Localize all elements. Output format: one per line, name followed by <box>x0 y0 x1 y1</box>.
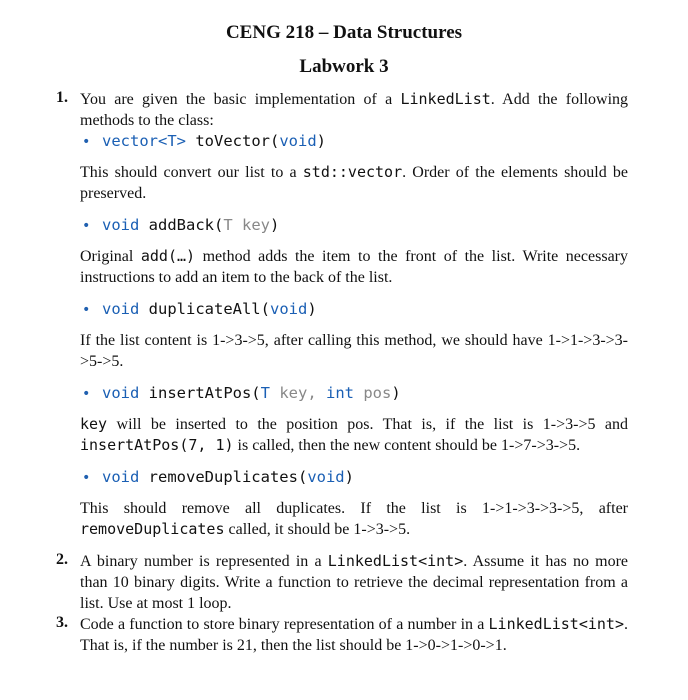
desc-text-b: called, it should be 1->3->5. <box>224 521 411 538</box>
method-end: ) <box>391 384 401 402</box>
method-description-removeduplicates <box>80 498 628 540</box>
bullet-icon: • <box>82 386 91 402</box>
arg-type-int: int <box>326 384 354 402</box>
key-code: key <box>80 415 108 433</box>
method-name: removeDuplicates( <box>139 468 308 486</box>
return-type: void <box>102 300 140 318</box>
method-end: ) <box>316 132 326 150</box>
linkedlist-int-code: LinkedList<int> <box>488 615 624 633</box>
method-name: duplicateAll( <box>139 300 270 318</box>
desc-text-a: Original <box>80 248 141 265</box>
method-description-tovector <box>80 162 628 204</box>
desc-text-b: method adds the item to the front of the list. Write necessary instructions to add an item to the back of the list. <box>80 248 628 286</box>
q2-text-b: . Assume it has no more than 10 binary digits. Write a function to retrieve the decimal representation from a list. Use at most 1 loop. <box>80 553 629 612</box>
question-2-number: 2. <box>56 551 68 568</box>
question-1-intro-text-a: You are given the basic implementation of a <box>80 91 393 108</box>
method-signature-duplicateall <box>82 299 317 321</box>
add-code: add(…) <box>140 247 196 265</box>
method-description-duplicateall: If the list content is 1->3->5, after calling this method, we should have 1->1->3->3->5->5. <box>80 332 628 370</box>
question-3-number: 3. <box>56 614 68 631</box>
desc-text-b: is called, then the new content should be 1->7->3->5. <box>233 437 581 454</box>
return-type: void <box>102 468 140 486</box>
q2-text-a: A binary number is represented in a <box>80 553 328 570</box>
method-name: addBack( <box>139 216 224 234</box>
method-description-addback <box>80 246 628 288</box>
desc-text-a: will be inserted to the position pos. That is, if the list is 1->3->5 and <box>107 416 628 433</box>
q3-text-b: . That is, if the number is 21, then the list should be 1->0->1->0->1. <box>80 616 628 654</box>
bullet-icon: • <box>82 302 91 318</box>
question-1-number: 1. <box>56 89 68 106</box>
method-args: void <box>307 468 345 486</box>
arg-key: key, <box>270 384 326 402</box>
method-signature-removeduplicates <box>82 467 354 489</box>
course-title: CENG 218 – Data Structures <box>225 22 463 43</box>
return-type: void <box>102 384 140 402</box>
removeduplicates-code: removeDuplicates <box>80 520 225 538</box>
lab-title: Labwork 3 <box>299 56 389 77</box>
method-name: toVector( <box>186 132 280 150</box>
method-signature-tovector <box>82 131 326 153</box>
question-2-text <box>80 551 628 614</box>
linkedlist-int-code: LinkedList<int> <box>327 552 464 570</box>
question-3-text <box>80 614 628 656</box>
question-1-intro <box>80 89 628 131</box>
question-1-intro-text-b: . Add the following methods to the class: <box>80 91 629 129</box>
method-name: insertAtPos( <box>139 384 261 402</box>
method-args: void <box>279 132 317 150</box>
method-end: ) <box>307 300 317 318</box>
arg-type-t: T <box>260 384 270 402</box>
bullet-icon: • <box>82 470 91 486</box>
insertatpos-call-code: insertAtPos(7, 1) <box>80 436 234 454</box>
method-args: void <box>269 300 308 318</box>
linkedlist-code: LinkedList <box>400 90 491 108</box>
q3-text-a: Code a function to store binary representation of a number in a <box>80 616 489 633</box>
method-end: ) <box>344 468 354 486</box>
return-type: vector<T> <box>102 132 186 150</box>
arg-pos: pos <box>354 384 392 402</box>
desc-text-b: . Order of the elements should be preserved. <box>80 164 629 202</box>
method-end: ) <box>270 216 280 234</box>
method-args: T key <box>223 216 270 234</box>
method-description-insertatpos <box>80 414 628 456</box>
method-signature-addback <box>82 215 279 237</box>
bullet-icon: • <box>82 218 91 234</box>
bullet-icon: • <box>82 134 91 150</box>
method-signature-insertatpos <box>82 383 401 405</box>
desc-text-a: This should convert our list to a <box>80 164 303 181</box>
std-vector-code: std::vector <box>302 163 403 181</box>
desc-text-a: This should remove all duplicates. If the list is 1->1->3->3->5, after <box>80 500 628 517</box>
return-type: void <box>102 216 140 234</box>
